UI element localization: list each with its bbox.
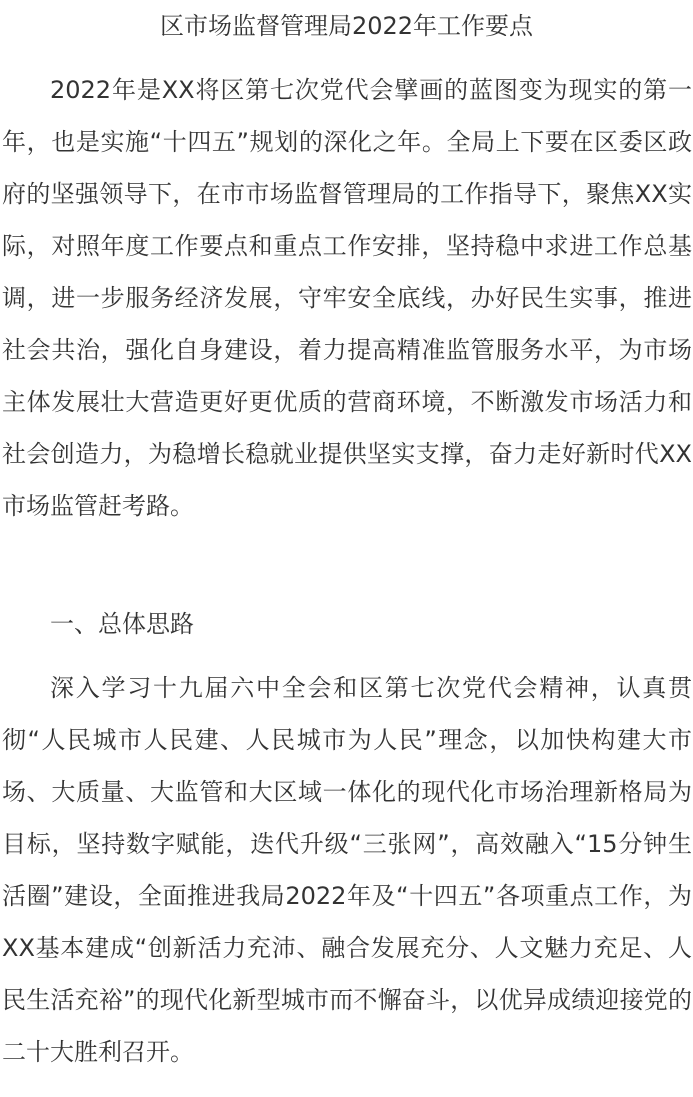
paragraph-overall-approach: 深入学习十九届六中全会和区第七次党代会精神，认真贯彻“人民城市人民建、人民城市为人民”理念，以加快构建大市场、大质量、大监管和大区域一体化的现代化市场治理新格局为目标，坚持数字赋能，迭代升级“三张网”，高效融入“15分钟生活圈”建设，全面推进我局2022年及“十四五”各项重点工作，为XX基本建成“创新活力充沛、融合发展充分、人文魅力充足、人民生活充裕”的现代化新型城市而不懈奋斗，以优异成绩迎接党的二十大胜利召开。 (2, 674, 692, 1066)
document-title: 区市场监督管理局2022年工作要点 (159, 12, 534, 40)
section-heading: 一、总体思路 (50, 610, 194, 638)
paragraph-intro: 2022年是XX将区第七次党代会擘画的蓝图变为现实的第一年，也是实施“十四五”规划的深化之年。全局上下要在区委区政府的坚强领导下，在市市场监督管理局的工作指导下，聚焦XX实际，对照年度工作要点和重点工作安排，坚持稳中求进工作总基调，进一步服务经济发展，守牢安全底线，办好民生实事，推进社会共治，强化自身建设，着力提高精准监管服务水平，为市场主体发展壮大营造更好更优质的营商环境，不断激发市场活力和社会创造力，为稳增长稳就业提供坚实支撑，奋力走好新时代XX市场监管赶考路。 (2, 76, 692, 520)
